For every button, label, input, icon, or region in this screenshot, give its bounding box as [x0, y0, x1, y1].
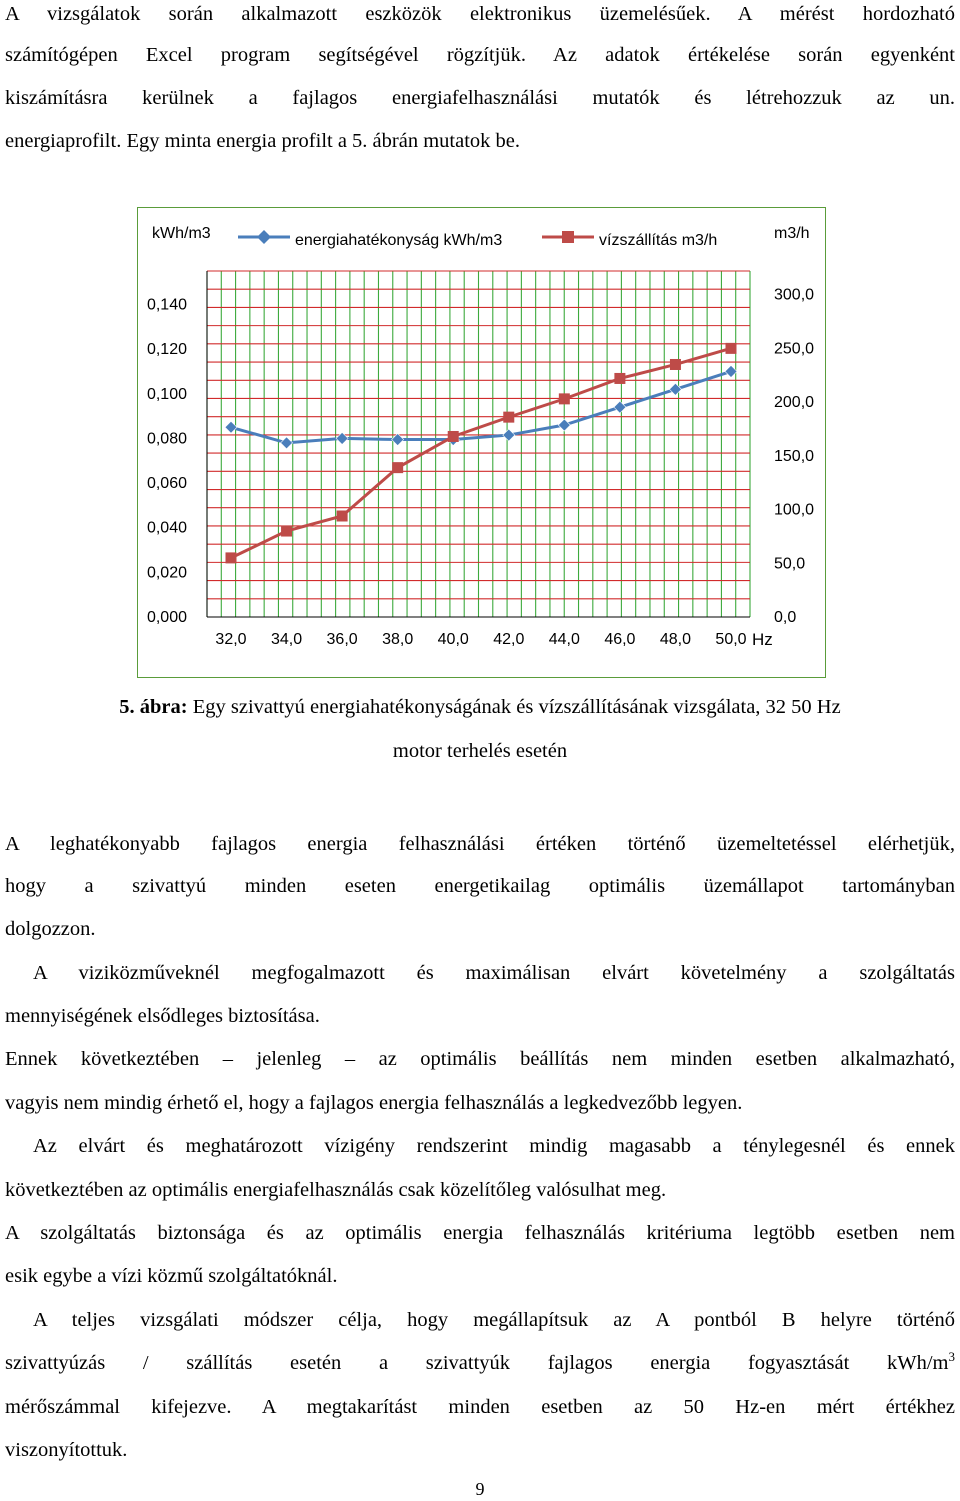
x-tick-label: 40,0: [437, 631, 469, 648]
text-line: A vizsgálatok során alkalmazott eszközök elektronikus üzemelésűek. A mérést hordozható: [5, 3, 955, 25]
caption-text: Egy szivattyú energiahatékonyságának és vízszállításának vizsgálata, 32 50 Hz: [187, 696, 841, 718]
data-point-square: [503, 412, 514, 423]
text-span: szivattyúzás / szállítás esetén a szivattyúk fajlagos energia fogyasztását kWh/m: [5, 1352, 949, 1374]
energy-profile-chart: [138, 208, 827, 679]
data-point-diamond: [336, 432, 348, 444]
x-tick-label: 32,0: [215, 631, 247, 648]
x-axis-label: Hz: [752, 630, 773, 649]
data-point-square: [226, 552, 237, 563]
text-line: mérőszámmal kifejezve. A megtakarítást minden esetben az 50 Hz-en mért értékhez: [5, 1396, 955, 1418]
x-tick-label: 38,0: [382, 631, 414, 648]
figure-caption: [0, 685, 960, 729]
data-point-square: [670, 359, 681, 370]
y-right-tick-label: 200,0: [774, 394, 815, 412]
y-left-axis-title: kWh/m3: [152, 225, 211, 242]
text-line: viszonyítottuk.: [5, 1439, 128, 1461]
text-line: kiszámításra kerülnek a fajlagos energiafelhasználási mutatók és létrehozzuk az un.: [5, 87, 955, 109]
text-line: Ennek következtében – jelenleg – az optimális beállítás nem minden esetben alkalmazható,: [5, 1048, 955, 1070]
y-right-tick-label: 50,0: [774, 555, 806, 573]
figure-caption-line2: motor terhelés esetén: [392, 740, 568, 762]
x-tick-label: 44,0: [548, 631, 580, 648]
text-line: [5, 1341, 955, 1385]
y-right-tick-label: 0,0: [774, 609, 797, 626]
data-point-square: [614, 373, 625, 384]
chart-frame: [137, 207, 826, 678]
x-tick-label: 34,0: [270, 631, 303, 648]
legend-label: energiahatékonyság kWh/m3: [295, 232, 503, 249]
data-point-diamond: [614, 401, 626, 413]
data-point-square: [392, 462, 403, 473]
y-left-tick-label: 0,100: [146, 385, 187, 403]
text-line: vagyis nem mindig érhető el, hogy a fajlagos energia felhasználás a legkedvezőbb legyen.: [5, 1092, 743, 1114]
text-line: esik egybe a vízi közmű szolgáltatóknál.: [5, 1265, 338, 1287]
text-line: A szolgáltatás biztonsága és az optimális energia felhasználás kritériuma legtöbb esetben nem: [5, 1222, 955, 1244]
y-right-tick-label: 100,0: [774, 501, 815, 519]
y-left-tick-label: 0,020: [146, 564, 187, 582]
data-point-square: [559, 393, 570, 404]
y-left-tick-label: 0,080: [146, 430, 187, 448]
x-tick-label: 42,0: [493, 631, 525, 648]
y-right-tick-label: 300,0: [774, 286, 815, 304]
x-tick-label: 36,0: [326, 631, 358, 648]
superscript: 3: [948, 1349, 955, 1365]
text-line: mennyiségének elsődleges biztosítása.: [5, 1005, 320, 1027]
x-tick-label: 50,0: [715, 631, 747, 648]
data-point-diamond: [503, 429, 515, 441]
data-point-square: [281, 526, 292, 537]
text-line: hogy a szivattyú minden eseten energetikailag optimális üzemállapot tartományban: [5, 875, 955, 897]
data-point-diamond: [558, 419, 570, 431]
legend-label: vízszállítás m3/h: [599, 232, 718, 249]
data-point-square: [448, 431, 459, 442]
legend-marker-diamond: [257, 230, 271, 244]
chart-legend: [238, 230, 717, 249]
y-left-tick-label: 0,060: [146, 475, 187, 493]
text-line: A leghatékonyabb fajlagos energia felhasználási értéken történő üzemeltetéssel elérhetjük,: [5, 833, 955, 855]
y-left-tick-label: 0,040: [146, 519, 187, 537]
text-line: A teljes vizsgálati módszer célja, hogy megállapítsuk az A pontból B helyre történő: [33, 1309, 955, 1331]
y-right-tick-label: 150,0: [774, 447, 815, 465]
page-number: 9: [475, 1479, 485, 1499]
text-line: energiaprofilt. Egy minta energia profilt a 5. ábrán mutatok be.: [5, 130, 520, 152]
y-right-axis-title: m3/h: [774, 225, 810, 242]
data-point-square: [726, 343, 737, 354]
y-left-tick-label: 0,140: [146, 296, 187, 314]
data-point-square: [337, 510, 348, 521]
y-left-tick-label: 0,000: [146, 609, 187, 626]
legend-marker-square: [562, 231, 574, 243]
y-left-tick-label: 0,120: [146, 341, 187, 359]
text-line: Az elvárt és meghatározott vízigény rendszerint mindig magasabb a ténylegesnél és ennek: [33, 1135, 955, 1157]
x-tick-label: 48,0: [659, 631, 692, 648]
data-point-diamond: [281, 437, 293, 449]
y-right-tick-label: 250,0: [774, 340, 815, 358]
text-line: következtében az optimális energiafelhasználás csak közelítőleg valósulhat meg.: [5, 1179, 667, 1201]
data-point-diamond: [669, 383, 681, 395]
text-line: számítógépen Excel program segítségével rögzítjük. Az adatok értékelése során egyenként: [5, 44, 955, 66]
text-line: dolgozzon.: [5, 918, 96, 940]
x-tick-label: 46,0: [604, 631, 636, 648]
series-line: [231, 371, 731, 442]
text-line: A viziközműveknél megfogalmazott és maximálisan elvárt követelmény a szolgáltatás: [33, 962, 955, 984]
caption-label: 5. ábra:: [119, 696, 188, 718]
